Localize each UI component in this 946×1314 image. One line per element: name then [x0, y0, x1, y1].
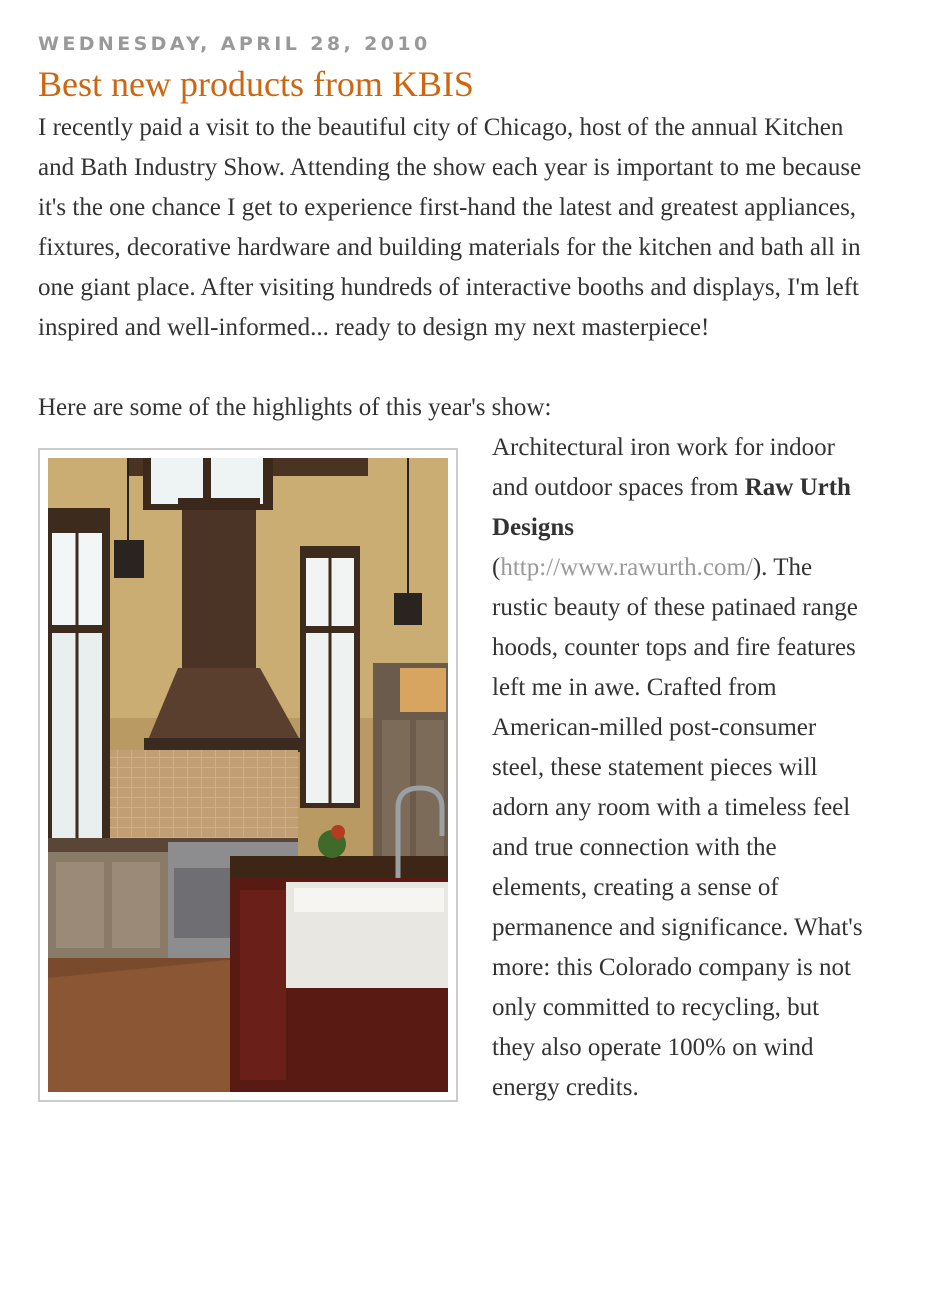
feature-text-before: Architectural iron work for indoor and outdoor spaces from [492, 434, 835, 501]
feature-text-after: The rustic beauty of these patinaed range hoods, counter tops and fire features left me in awe. Crafted from American-milled post-consumer steel, these statement pieces will adorn any room with a timeless feel and true connection with the elements, creating a sense of permanence and significance. What's more: this Colorado company is not only committed to recycling, but they also operate 100% on wind energy credits. [492, 554, 863, 1101]
highlights-lead: Here are some of the highlights of this year's show: [38, 394, 552, 421]
company-link[interactable]: http://www.rawurth.com/ [500, 554, 753, 581]
blog-post [38, 30, 868, 1108]
feature-block [38, 428, 868, 1108]
kitchen-photo-image [48, 458, 448, 1092]
post-title[interactable]: Best new products from KBIS [38, 64, 474, 104]
kitchen-photo[interactable] [38, 448, 458, 1102]
post-date: WEDNESDAY, APRIL 28, 2010 [38, 33, 431, 55]
company-name: Raw Urth Designs [492, 474, 851, 541]
paren-close: ). [752, 554, 768, 581]
post-body [38, 108, 868, 1108]
paren-open: ( [492, 554, 501, 581]
intro-paragraph: I recently paid a visit to the beautiful city of Chicago, host of the annual Kitchen and Bath Industry Show. Attending the show each year is important to me because it's the one chance I get to experience first-hand the latest and greatest appliances, fixtures, decorative hardware and building materials for the kitchen and bath all in one giant place. After visiting hundreds of interactive booths and displays, I'm left inspired and well-informed... ready to design my next masterpiece! [38, 114, 862, 341]
